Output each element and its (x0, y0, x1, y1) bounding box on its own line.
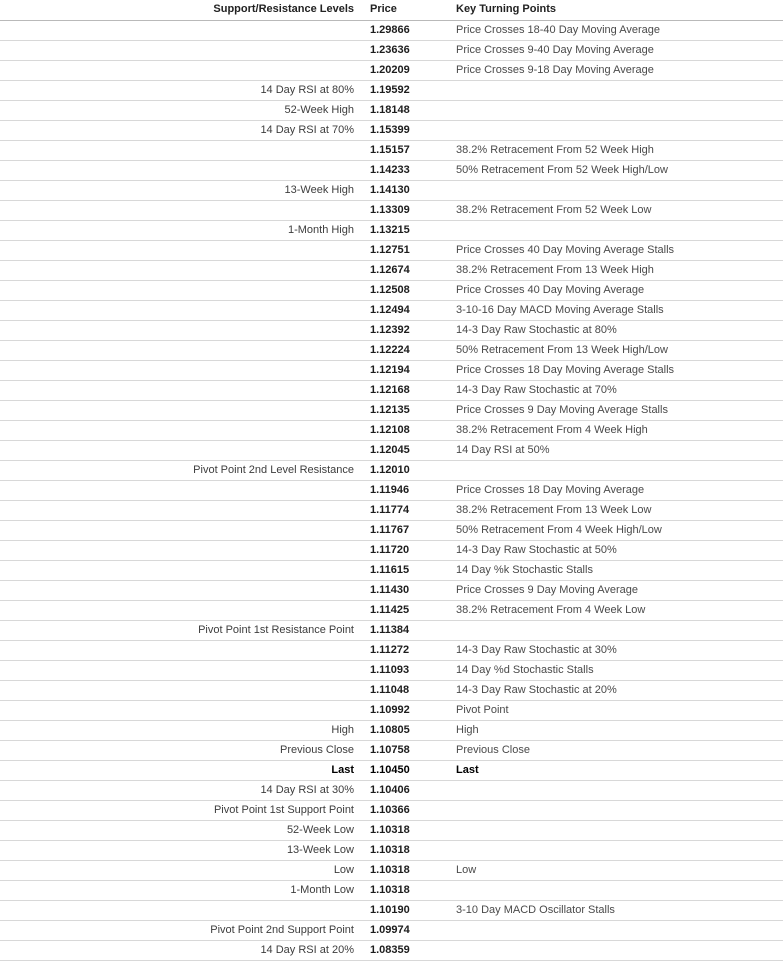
level-label (0, 421, 362, 441)
price-value: 1.11093 (362, 661, 448, 681)
level-label (0, 661, 362, 681)
table-row (0, 101, 783, 121)
level-label (0, 361, 362, 381)
table-row (0, 761, 783, 781)
price-value: 1.12674 (362, 261, 448, 281)
price-value: 1.11615 (362, 561, 448, 581)
key-turning-point: 14-3 Day Raw Stochastic at 50% (448, 541, 783, 561)
level-label (0, 561, 362, 581)
price-value: 1.10318 (362, 861, 448, 881)
table-row (0, 181, 783, 201)
key-turning-point: 3-10 Day MACD Oscillator Stalls (448, 901, 783, 921)
key-turning-point: Price Crosses 9-40 Day Moving Average (448, 41, 783, 61)
table-header (0, 0, 783, 21)
price-value: 1.11767 (362, 521, 448, 541)
table-row (0, 41, 783, 61)
table-row (0, 61, 783, 81)
level-label (0, 241, 362, 261)
price-value: 1.08359 (362, 941, 448, 961)
price-value: 1.12135 (362, 401, 448, 421)
level-label: 14 Day RSI at 80% (0, 81, 362, 101)
level-label (0, 381, 362, 401)
level-label (0, 901, 362, 921)
table-row (0, 641, 783, 661)
price-value: 1.11430 (362, 581, 448, 601)
price-value: 1.15157 (362, 141, 448, 161)
key-turning-point: 38.2% Retracement From 4 Week Low (448, 601, 783, 621)
price-value: 1.10992 (362, 701, 448, 721)
table-row (0, 921, 783, 941)
table-row (0, 601, 783, 621)
key-turning-point: 50% Retracement From 13 Week High/Low (448, 341, 783, 361)
price-value: 1.18148 (362, 101, 448, 121)
key-turning-point: 38.2% Retracement From 13 Week Low (448, 501, 783, 521)
table-body (0, 21, 783, 961)
table-row (0, 781, 783, 801)
table-row (0, 141, 783, 161)
level-label: Pivot Point 2nd Support Point (0, 921, 362, 941)
key-turning-point: 50% Retracement From 4 Week High/Low (448, 521, 783, 541)
price-value: 1.10318 (362, 821, 448, 841)
price-value: 1.19592 (362, 81, 448, 101)
price-value: 1.14233 (362, 161, 448, 181)
price-value: 1.14130 (362, 181, 448, 201)
table-row (0, 461, 783, 481)
table-row (0, 401, 783, 421)
key-turning-point: 14-3 Day Raw Stochastic at 80% (448, 321, 783, 341)
table-row (0, 681, 783, 701)
key-turning-point: 38.2% Retracement From 52 Week Low (448, 201, 783, 221)
level-label: Previous Close (0, 741, 362, 761)
price-value: 1.12494 (362, 301, 448, 321)
key-turning-point (448, 881, 783, 901)
table-row (0, 321, 783, 341)
price-value: 1.13309 (362, 201, 448, 221)
table-row (0, 901, 783, 921)
key-turning-point: Low (448, 861, 783, 881)
table-row (0, 621, 783, 641)
price-value: 1.12194 (362, 361, 448, 381)
level-label (0, 141, 362, 161)
level-label (0, 61, 362, 81)
table-row (0, 661, 783, 681)
price-value: 1.11774 (362, 501, 448, 521)
key-turning-point (448, 181, 783, 201)
level-label: 14 Day RSI at 20% (0, 941, 362, 961)
key-turning-point: 14 Day RSI at 50% (448, 441, 783, 461)
key-turning-point: Price Crosses 9-18 Day Moving Average (448, 61, 783, 81)
key-turning-point: Price Crosses 9 Day Moving Average Stalls (448, 401, 783, 421)
key-turning-point (448, 121, 783, 141)
key-turning-point (448, 821, 783, 841)
key-turning-point: Price Crosses 18 Day Moving Average Stalls (448, 361, 783, 381)
price-value: 1.10805 (362, 721, 448, 741)
key-turning-point: 14-3 Day Raw Stochastic at 20% (448, 681, 783, 701)
key-turning-point (448, 221, 783, 241)
level-label (0, 701, 362, 721)
level-label (0, 321, 362, 341)
price-value: 1.23636 (362, 41, 448, 61)
table-row (0, 941, 783, 961)
price-value: 1.15399 (362, 121, 448, 141)
price-value: 1.12751 (362, 241, 448, 261)
key-turning-point: 14-3 Day Raw Stochastic at 70% (448, 381, 783, 401)
level-label (0, 581, 362, 601)
price-value: 1.10318 (362, 841, 448, 861)
table-row (0, 21, 783, 41)
level-label: Low (0, 861, 362, 881)
level-label (0, 21, 362, 41)
level-label: 1-Month Low (0, 881, 362, 901)
table-row (0, 161, 783, 181)
level-label: Pivot Point 1st Resistance Point (0, 621, 362, 641)
level-label (0, 481, 362, 501)
level-label (0, 41, 362, 61)
table-row (0, 421, 783, 441)
table-row (0, 481, 783, 501)
price-value: 1.12508 (362, 281, 448, 301)
table-row (0, 801, 783, 821)
key-turning-point: Price Crosses 18 Day Moving Average (448, 481, 783, 501)
price-value: 1.11720 (362, 541, 448, 561)
table-row (0, 501, 783, 521)
table-row (0, 121, 783, 141)
table-row (0, 381, 783, 401)
level-label (0, 301, 362, 321)
table-row (0, 561, 783, 581)
table-row (0, 841, 783, 861)
table-row (0, 341, 783, 361)
price-value: 1.10758 (362, 741, 448, 761)
level-label: 14 Day RSI at 30% (0, 781, 362, 801)
table-row (0, 201, 783, 221)
key-turning-point (448, 841, 783, 861)
column-header-support-resistance-levels: Support/Resistance Levels (0, 0, 362, 21)
level-label: 52-Week High (0, 101, 362, 121)
level-label (0, 521, 362, 541)
level-label: High (0, 721, 362, 741)
key-turning-point (448, 941, 783, 961)
key-turning-point (448, 781, 783, 801)
price-value: 1.12168 (362, 381, 448, 401)
level-label (0, 261, 362, 281)
table-row (0, 581, 783, 601)
level-label (0, 501, 362, 521)
price-value: 1.29866 (362, 21, 448, 41)
key-turning-point: Price Crosses 40 Day Moving Average Stalls (448, 241, 783, 261)
key-turning-point: Previous Close (448, 741, 783, 761)
table-row (0, 281, 783, 301)
key-turning-point: 38.2% Retracement From 4 Week High (448, 421, 783, 441)
price-value: 1.12010 (362, 461, 448, 481)
table-row (0, 861, 783, 881)
price-value: 1.20209 (362, 61, 448, 81)
price-value: 1.10450 (362, 761, 448, 781)
level-label (0, 641, 362, 661)
table-row (0, 361, 783, 381)
key-turning-point: Price Crosses 9 Day Moving Average (448, 581, 783, 601)
level-label (0, 441, 362, 461)
key-turning-point (448, 101, 783, 121)
table-row (0, 81, 783, 101)
level-label: 13-Week Low (0, 841, 362, 861)
column-header-price: Price (362, 0, 448, 21)
level-label: 1-Month High (0, 221, 362, 241)
key-turning-point: 50% Retracement From 52 Week High/Low (448, 161, 783, 181)
table-header-row (0, 0, 783, 21)
price-value: 1.10318 (362, 881, 448, 901)
key-turning-point: 14 Day %k Stochastic Stalls (448, 561, 783, 581)
price-value: 1.10366 (362, 801, 448, 821)
key-turning-point (448, 801, 783, 821)
key-turning-point: High (448, 721, 783, 741)
level-label (0, 401, 362, 421)
key-turning-point: 14 Day %d Stochastic Stalls (448, 661, 783, 681)
level-label (0, 201, 362, 221)
key-turning-point (448, 81, 783, 101)
price-value: 1.09974 (362, 921, 448, 941)
level-label (0, 161, 362, 181)
key-turning-point (448, 461, 783, 481)
table-row (0, 301, 783, 321)
level-label: 14 Day RSI at 70% (0, 121, 362, 141)
table-row (0, 721, 783, 741)
key-turning-point: Pivot Point (448, 701, 783, 721)
key-turning-point: 3-10-16 Day MACD Moving Average Stalls (448, 301, 783, 321)
level-label (0, 601, 362, 621)
table-row (0, 261, 783, 281)
table-row (0, 741, 783, 761)
key-turning-point (448, 621, 783, 641)
level-label (0, 681, 362, 701)
level-label: 13-Week High (0, 181, 362, 201)
table-row (0, 521, 783, 541)
price-value: 1.12392 (362, 321, 448, 341)
table-row (0, 241, 783, 261)
key-turning-point: 38.2% Retracement From 13 Week High (448, 261, 783, 281)
price-value: 1.12108 (362, 421, 448, 441)
level-label: 52-Week Low (0, 821, 362, 841)
table-row (0, 541, 783, 561)
price-value: 1.10406 (362, 781, 448, 801)
key-turning-point: 38.2% Retracement From 52 Week High (448, 141, 783, 161)
level-label: Pivot Point 1st Support Point (0, 801, 362, 821)
price-value: 1.12224 (362, 341, 448, 361)
key-turning-point: 14-3 Day Raw Stochastic at 30% (448, 641, 783, 661)
table-row (0, 221, 783, 241)
level-label: Pivot Point 2nd Level Resistance (0, 461, 362, 481)
price-value: 1.11048 (362, 681, 448, 701)
key-turning-point (448, 921, 783, 941)
column-header-key-turning-points: Key Turning Points (448, 0, 783, 21)
table-row (0, 441, 783, 461)
key-turning-point: Price Crosses 18-40 Day Moving Average (448, 21, 783, 41)
table-row (0, 881, 783, 901)
table-row (0, 701, 783, 721)
price-value: 1.12045 (362, 441, 448, 461)
price-value: 1.13215 (362, 221, 448, 241)
table-row (0, 821, 783, 841)
price-value: 1.10190 (362, 901, 448, 921)
level-label (0, 341, 362, 361)
price-value: 1.11946 (362, 481, 448, 501)
price-value: 1.11384 (362, 621, 448, 641)
key-turning-point: Last (448, 761, 783, 781)
price-value: 1.11425 (362, 601, 448, 621)
level-label: Last (0, 761, 362, 781)
level-label (0, 281, 362, 301)
key-turning-point: Price Crosses 40 Day Moving Average (448, 281, 783, 301)
price-value: 1.11272 (362, 641, 448, 661)
level-label (0, 541, 362, 561)
